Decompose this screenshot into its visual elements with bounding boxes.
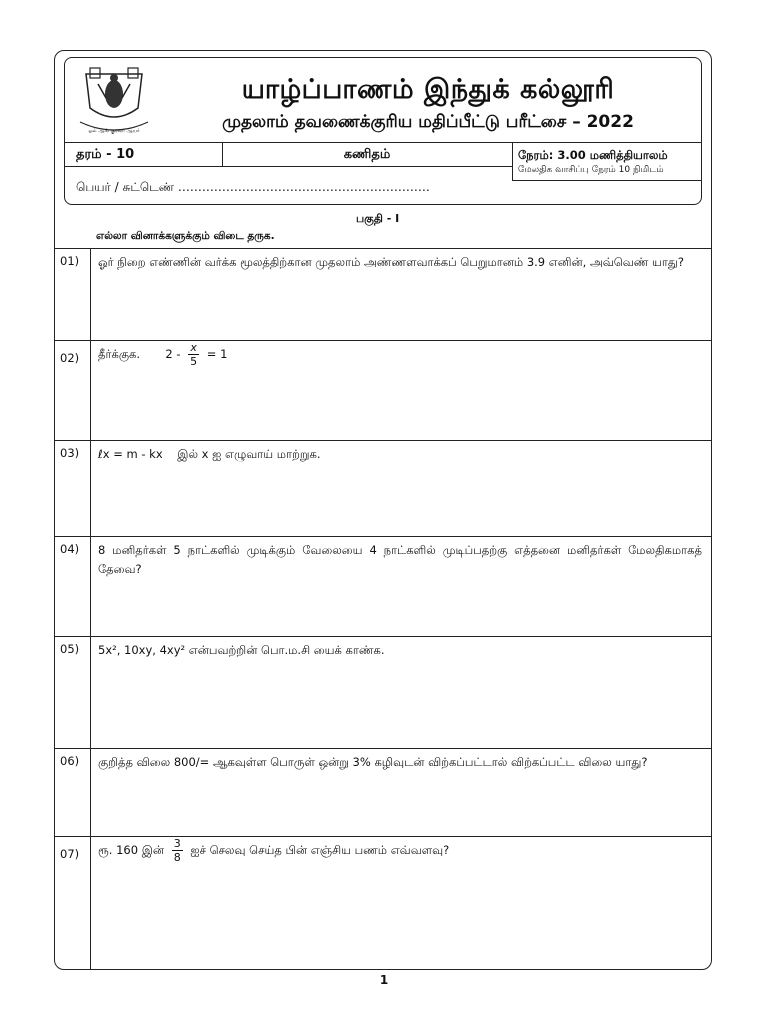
question-row xyxy=(54,248,712,340)
question-text: குறித்த விலை 800/= ஆகவுள்ள பொருள் ஒன்று 3% கழிவுடன் விற்கப்பட்டால் விற்கப்பட்ட விலை யாது? xyxy=(98,755,648,769)
info-divider-1 xyxy=(222,142,223,166)
name-index-field: பெயர் / சுட்டெண் ……………………………………………………… xyxy=(76,180,430,194)
fraction-denominator: 8 xyxy=(173,851,181,864)
question-number: 06) xyxy=(60,754,80,768)
question-row xyxy=(54,636,712,748)
subject-label: கணிதம் xyxy=(343,147,391,162)
amount-fraction xyxy=(172,837,183,864)
exam-title: முதலாம் தவணைக்குரிய மதிப்பீட்டு பரீட்சை – 2022 xyxy=(222,112,634,132)
question-text-after: ஐச் செலவு செய்த பின் எஞ்சிய பணம் எவ்வளவு? xyxy=(190,843,450,857)
crest-motto-text: ஓம் ஆங் குரவா ஆயர் xyxy=(88,128,140,134)
question-row xyxy=(54,748,712,836)
question-row xyxy=(54,836,712,969)
school-name: யாழ்ப்பாணம் இந்துக் கல்லூரி xyxy=(241,74,615,105)
grade-label: தரம் - 10 xyxy=(76,147,135,162)
question-text-before: ரூ. 160 இன் xyxy=(98,843,165,857)
question-number: 01) xyxy=(60,254,80,268)
question-row xyxy=(54,440,712,536)
fraction-denominator: 5 xyxy=(190,355,198,368)
question-number: 05) xyxy=(60,642,80,656)
reading-time-label: மேலதிக வாசிப்பு நேரம் 10 நிமிடம் xyxy=(518,165,664,175)
fraction-numerator: x xyxy=(188,341,199,355)
question-row xyxy=(54,340,712,440)
question-row xyxy=(54,536,712,636)
question-number: 04) xyxy=(60,542,80,556)
info-time-bottom xyxy=(512,180,702,181)
equation-right: = 1 xyxy=(206,347,228,361)
question-text: 5x², 10xy, 4xy² என்பவற்றின் பொ.ம.சி யைக் காண்க. xyxy=(98,643,385,657)
info-mid-line xyxy=(64,166,512,167)
info-top-line xyxy=(64,142,702,143)
info-divider-2 xyxy=(512,142,513,180)
question-text xyxy=(98,341,702,368)
equation-left: 2 - xyxy=(165,347,181,361)
section-instruction: எல்லா வினாக்களுக்கும் விடை தருக. xyxy=(96,230,275,242)
fraction-numerator: 3 xyxy=(173,837,181,850)
question-text: 8 மனிதர்கள் 5 நாட்களில் முடிக்கும் வேலையை 4 நாட்களில் முடிப்பதற்கு எத்தனை மனிதர்கள் மேலதிகமாகத் தேவை? xyxy=(98,543,702,576)
question-number: 03) xyxy=(60,446,80,460)
page-number: 1 xyxy=(379,973,389,987)
section-title: பகுதி - I xyxy=(356,212,400,225)
time-label: நேரம்: 3.00 மணித்தியாலம் xyxy=(518,148,668,162)
question-text: ℓx = m - kx இல் x ஐ எழுவாய் மாற்றுக. xyxy=(98,447,321,461)
equation-fraction xyxy=(188,341,199,368)
question-text-main: தீர்க்குக. xyxy=(98,347,141,361)
question-text: ஓர் நிறை எண்ணின் வர்க்க மூலத்திற்கான முதலாம் அண்ணளவாக்கப் பெறுமானம் 3.9 எனின், அவ்வெண் யாது? xyxy=(98,255,684,269)
question-text xyxy=(98,837,702,864)
school-crest xyxy=(72,64,156,140)
question-number: 02) xyxy=(60,351,80,365)
question-number: 07) xyxy=(60,847,80,861)
